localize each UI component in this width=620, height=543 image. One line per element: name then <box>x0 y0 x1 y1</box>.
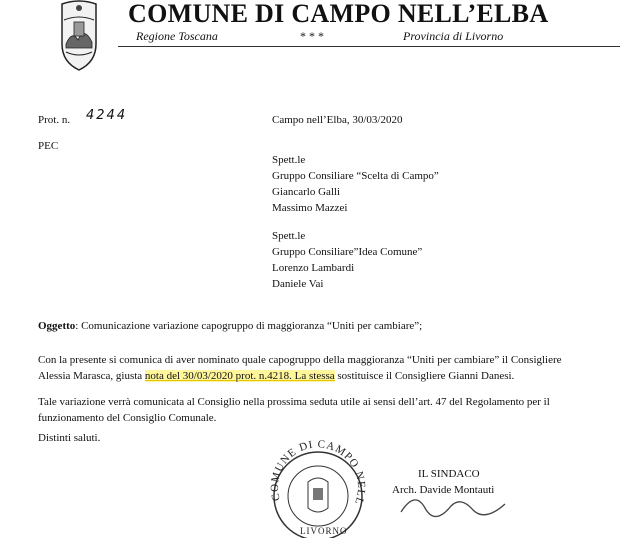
subject-text: : Comunicazione variazione capogruppo di maggioranza “Uniti per cambiare”; <box>75 320 423 332</box>
paragraph-1-line-2-start: Alessia Marasca, giusta <box>38 370 145 382</box>
recipient-1-line-2: Gruppo Consiliare “Scelta di Campo” <box>272 170 439 182</box>
header-divider <box>118 46 620 47</box>
recipient-2-line-2: Gruppo Consiliare”Idea Comune” <box>272 246 423 258</box>
paragraph-1-line-2-end: sostituisce il Consigliere Gianni Danesi. <box>334 370 515 382</box>
protocol-prefix: Prot. n. <box>38 114 71 126</box>
comune-title: COMUNE DI CAMPO NELL’ELBA <box>128 0 549 28</box>
paragraph-1-line-1: Con la presente si comunica di aver nominato quale capogruppo della maggioranza “Uniti per cambiare” il Consigliere <box>38 354 562 366</box>
subject-line <box>38 318 422 334</box>
handwritten-signature-icon <box>395 478 515 528</box>
pec-label: PEC <box>38 140 59 152</box>
stamp-bottom-text: LIVORNO <box>300 526 348 536</box>
signatory-name: Arch. Davide Montauti <box>392 484 495 496</box>
regione-label: Regione Toscana <box>136 29 218 43</box>
recipient-1-line-3: Giancarlo Galli <box>272 186 341 198</box>
place-date: Campo nell’Elba, 30/03/2020 <box>272 114 403 126</box>
protocol-number: 4244 <box>86 108 128 123</box>
paragraph-2-line-1: Tale variazione verrà comunicata al Consiglio nella prossima seduta utile ai sensi dell’art. 47 del Regolamento per il <box>38 396 550 408</box>
signatory-role: IL SINDACO <box>418 468 480 480</box>
highlighted-reference: nota del 30/03/2020 prot. n.4218. La stessa <box>144 370 335 382</box>
recipient-1-line-4: Massimo Mazzei <box>272 202 348 214</box>
stamp-text: COMUNE DI CAMPO NELL <box>268 440 368 506</box>
subject-label: Oggetto <box>38 320 76 332</box>
provincia-label: Provincia di Livorno <box>403 29 504 43</box>
paragraph-1-line-2 <box>38 368 514 384</box>
recipient-1-line-1: Spett.le <box>272 154 306 166</box>
closing-greeting: Distinti saluti. <box>38 432 101 444</box>
recipient-2-line-1: Spett.le <box>272 230 306 242</box>
official-stamp-icon <box>268 440 368 538</box>
municipal-crest-icon <box>56 0 102 72</box>
paragraph-2-line-2: funzionamento del Consiglio Comunale. <box>38 412 217 424</box>
recipient-2-line-3: Lorenzo Lambardi <box>272 262 355 274</box>
header-stars: * * * <box>300 29 324 43</box>
recipient-2-line-4: Daniele Vai <box>272 278 324 290</box>
